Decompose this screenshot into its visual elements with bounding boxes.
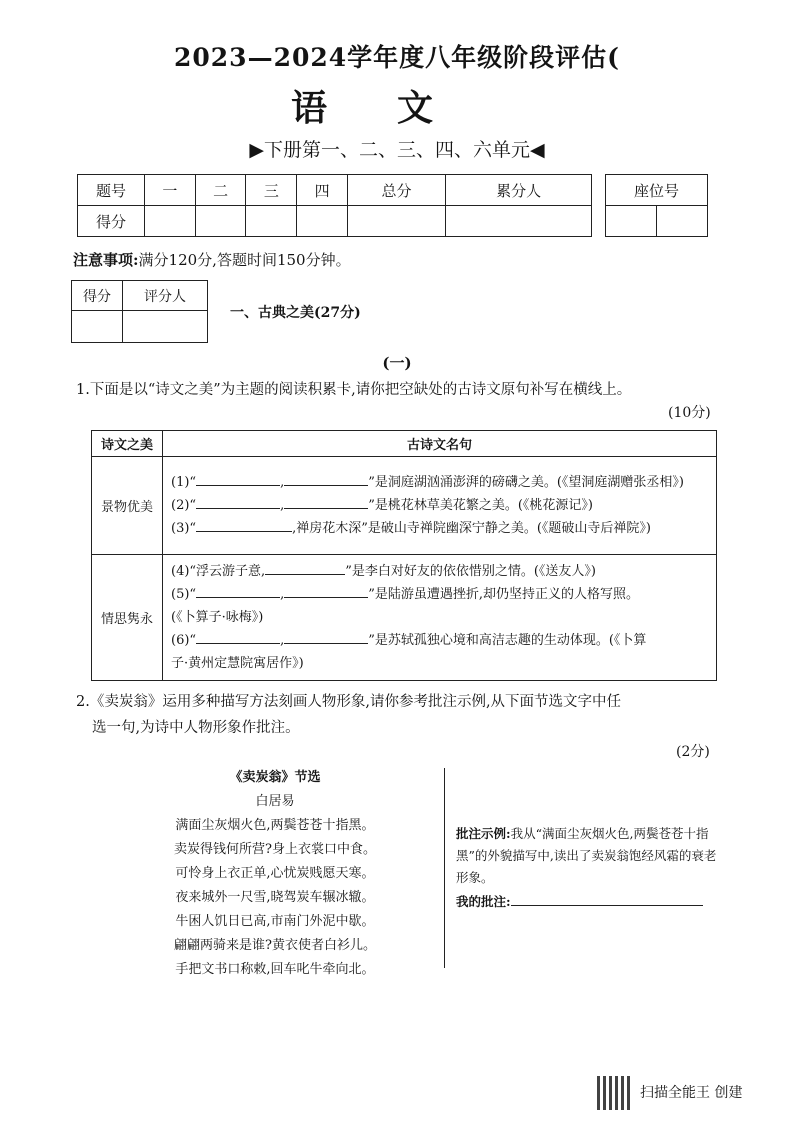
- category-label: 景物优美: [92, 457, 163, 555]
- seat-input-cell[interactable]: [606, 206, 657, 237]
- seat-input-cell[interactable]: [656, 206, 707, 237]
- excerpt-author: 白居易: [255, 794, 295, 809]
- fill-blank[interactable]: [284, 494, 368, 509]
- divider-line: [444, 768, 445, 968]
- grader-name-cell[interactable]: [123, 311, 208, 343]
- grader-name-label: 评分人: [123, 281, 208, 311]
- score-header-cell: 三: [246, 175, 297, 206]
- excerpt-line: 满面尘灰烟火色,两鬓苍苍十指黑。: [175, 818, 375, 833]
- score-header-cell: 累分人: [446, 175, 592, 206]
- annotation-example-label: 批注示例:: [456, 826, 511, 841]
- fill-blank[interactable]: [196, 629, 280, 644]
- qr-code-icon: [597, 1076, 631, 1110]
- excerpt-line: 翩翩两骑来是谁?黄衣使者白衫儿。: [174, 938, 376, 953]
- score-input-cell[interactable]: [195, 206, 246, 237]
- score-header-cell: 题号: [78, 175, 145, 206]
- exam-title: 2023—2024学年度八年级阶段评估(: [174, 43, 620, 72]
- grader-table: [71, 280, 208, 343]
- poem-col-header: 古诗文名句: [163, 431, 717, 457]
- fill-blank[interactable]: [265, 560, 345, 575]
- poem-table: [91, 430, 717, 681]
- excerpt-title: 《卖炭翁》节选: [229, 770, 321, 785]
- annotation-box: [456, 823, 718, 913]
- question-1-points: (10分): [668, 405, 711, 421]
- score-input-cell[interactable]: [347, 206, 445, 237]
- notice-label: 注意事项:: [73, 251, 139, 269]
- score-header-row: [78, 175, 592, 206]
- poem-item: (2)“ , ”是桃花林草美花繁之美。(《桃花源记》): [171, 494, 710, 517]
- subject-title: 语文: [290, 87, 503, 129]
- fill-blank[interactable]: [284, 629, 368, 644]
- score-header-cell: 二: [195, 175, 246, 206]
- my-annotation-input[interactable]: [511, 891, 703, 906]
- seat-table: [605, 174, 708, 237]
- score-input-cell[interactable]: [297, 206, 348, 237]
- fill-blank[interactable]: [196, 517, 292, 532]
- score-row-label: 得分: [78, 206, 145, 237]
- excerpt-line: 可怜身上衣正单,心忧炭贱愿天寒。: [175, 866, 375, 881]
- seat-label: 座位号: [606, 175, 708, 206]
- score-input-cell[interactable]: [246, 206, 297, 237]
- excerpt-line: 卖炭得钱何所营?身上衣裳口中食。: [174, 842, 376, 857]
- scanner-watermark: 扫描全能王 创建: [640, 1085, 743, 1101]
- grader-score-cell[interactable]: [72, 311, 123, 343]
- my-annotation-label: 我的批注:: [456, 894, 511, 909]
- category-label: 情思隽永: [92, 555, 163, 681]
- excerpt-line: 夜来城外一尺雪,晓驾炭车辗冰辙。: [175, 890, 375, 905]
- fill-blank[interactable]: [284, 583, 368, 598]
- fill-blank[interactable]: [284, 471, 368, 486]
- part-label: (一): [382, 354, 412, 372]
- notice: [73, 249, 351, 270]
- excerpt-line: 手把文书口称敕,回车叱牛牵向北。: [175, 962, 375, 977]
- score-input-cell[interactable]: [145, 206, 196, 237]
- units-range: ▶下册第一、二、三、四、六单元◀: [249, 139, 545, 161]
- question-1-text: 1.下面是以“诗文之美”为主题的阅读积累卡,请你把空缺处的古诗文原句补写在横线上。: [76, 382, 632, 398]
- question-2-text-cont: 选一句,为诗中人物形象作批注。: [92, 720, 300, 736]
- poem-item: (1)“ , ”是洞庭湖汹涌澎湃的磅礴之美。(《望洞庭湖赠张丞相》): [171, 471, 710, 494]
- grader-score-label: 得分: [72, 281, 123, 311]
- fill-blank[interactable]: [196, 583, 280, 598]
- annotation-example-text: 我从“满面尘灰烟火色,两鬓苍苍十指黑”的外貌描写中,读出了卖炭翁饱经风霜的衰老形象。: [456, 826, 717, 885]
- notice-text: 满分120分,答题时间150分钟。: [138, 251, 351, 269]
- poem-item: (4)“浮云游子意, ”是李白对好友的依依惜别之情。(《送友人》): [171, 560, 710, 583]
- score-header-cell: 四: [297, 175, 348, 206]
- fill-blank[interactable]: [196, 471, 280, 486]
- score-table: [77, 174, 592, 237]
- section-title: 一、古典之美(27分): [230, 305, 361, 321]
- score-input-cell[interactable]: [446, 206, 592, 237]
- poem-item: (5)“ , ”是陆游虽遭遇挫折,却仍坚持正义的人格写照。: [171, 583, 710, 606]
- poem-item-cont: (《卜算子·咏梅》): [171, 610, 264, 625]
- score-value-row: [78, 206, 592, 237]
- poem-item-cont: 子·黄州定慧院寓居作》): [171, 656, 304, 671]
- question-2-text: 2.《卖炭翁》运用多种描写方法刻画人物形象,请你参考批注示例,从下面节选文字中任: [76, 694, 622, 710]
- poem-item: (6)“ , ”是苏轼孤独心境和高洁志趣的生动体现。(《卜算: [171, 629, 710, 652]
- poem-excerpt: [150, 766, 400, 982]
- excerpt-line: 牛困人饥日已高,市南门外泥中歇。: [175, 914, 375, 929]
- score-header-cell: 一: [145, 175, 196, 206]
- poem-item: (3)“ ,禅房花木深”是破山寺禅院幽深宁静之美。(《题破山寺后禅院》): [171, 517, 710, 540]
- score-header-cell: 总分: [347, 175, 445, 206]
- question-2-points: (2分): [676, 744, 710, 760]
- fill-blank[interactable]: [196, 494, 280, 509]
- poem-col-header: 诗文之美: [92, 431, 163, 457]
